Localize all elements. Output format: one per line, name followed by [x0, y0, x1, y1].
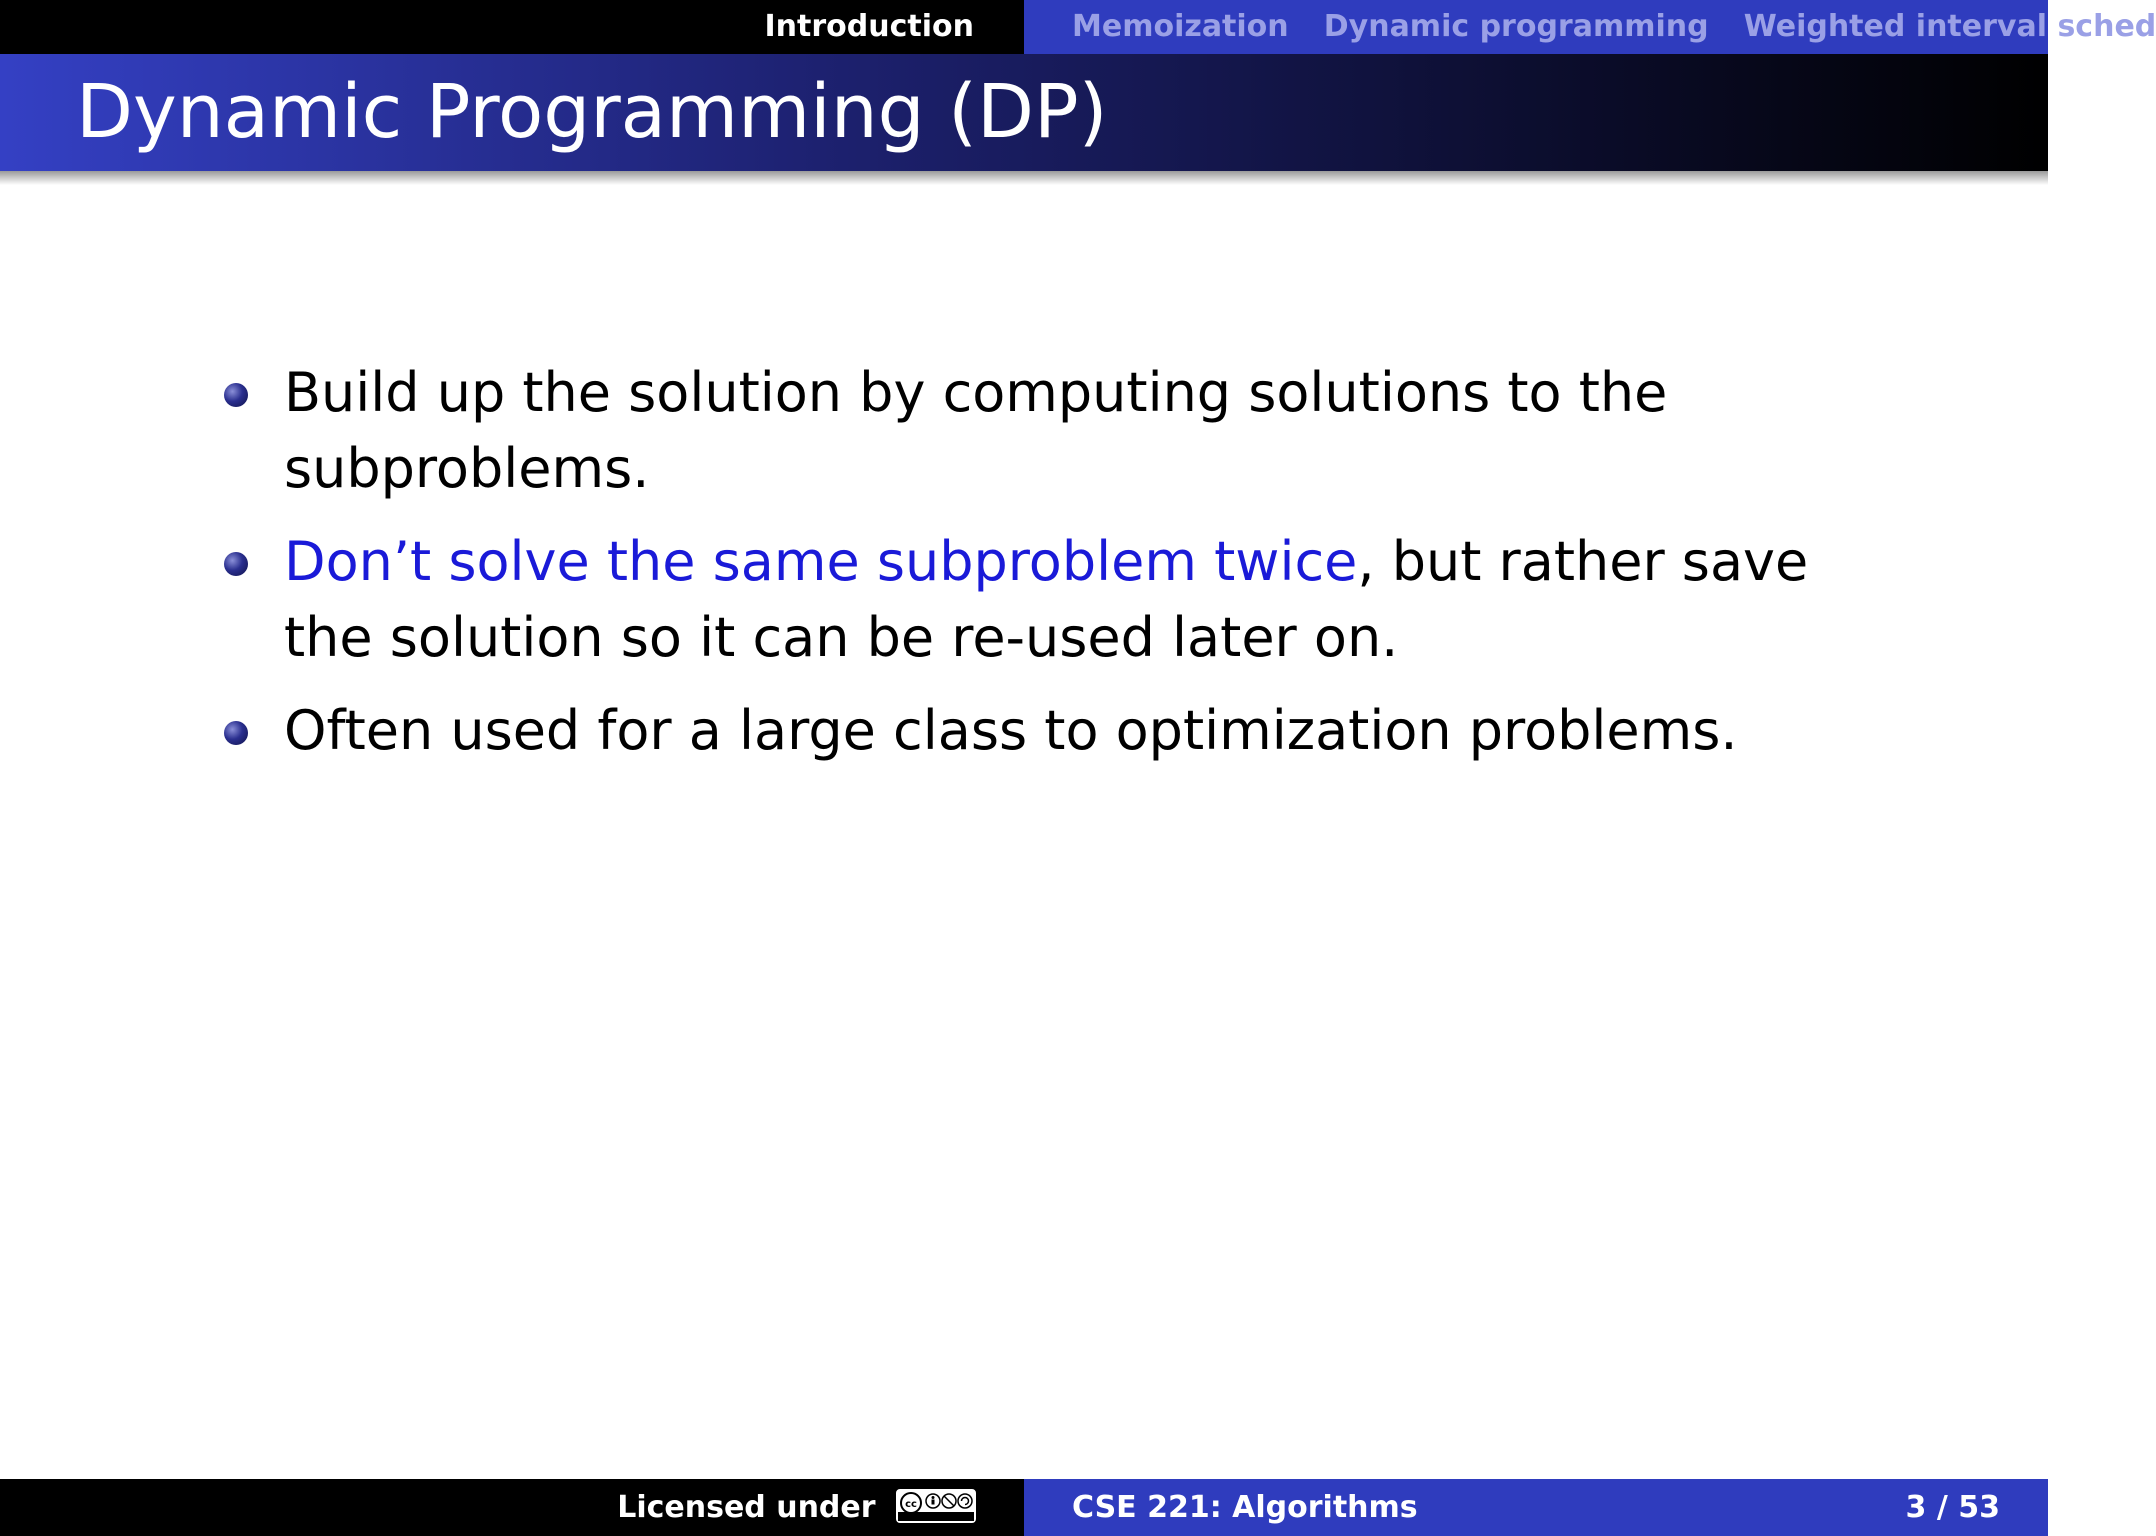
sphere-bullet-icon	[224, 721, 248, 745]
course-title: CSE 221: Algorithms	[1072, 1490, 1418, 1525]
page-separator: /	[1926, 1490, 1959, 1525]
bullet-text: , but rather save the solution so it can be re-used later on.	[284, 530, 1809, 669]
footer-bar	[0, 1479, 2048, 1536]
bullet-list	[220, 355, 1860, 769]
page-current: 3	[1905, 1490, 1927, 1525]
bullet-text: Build up the solution by computing solutions to the subproblems.	[284, 361, 1668, 500]
license-label: Licensed under	[617, 1490, 876, 1525]
bullet-item	[220, 524, 1860, 676]
nav-current-section-panel	[0, 0, 1024, 54]
slide-title: Dynamic Programming (DP)	[76, 69, 1108, 155]
nav-section-memoization[interactable]: Memoization	[1072, 9, 1289, 44]
top-navigation-bar	[0, 0, 2156, 54]
sphere-bullet-icon	[224, 383, 248, 407]
bullet-text: Often used for a large class to optimization problems.	[284, 699, 1738, 762]
svg-text:cc: cc	[905, 1498, 917, 1510]
footer-course-panel	[1024, 1479, 2048, 1536]
nav-section-dynamic-programming[interactable]: Dynamic programming	[1323, 9, 1709, 44]
bullet-item	[220, 355, 1860, 507]
nav-sections-panel	[1024, 0, 2156, 54]
bullet-item	[220, 693, 1860, 769]
slide-title-bar	[0, 54, 2048, 171]
cc-by-nc-sa-icon[interactable]	[896, 1489, 976, 1523]
sphere-bullet-icon	[224, 552, 248, 576]
license-text-group	[617, 1479, 976, 1536]
title-shadow	[0, 171, 2048, 185]
bullet-highlight-text: Don’t solve the same subproblem twice	[284, 530, 1358, 593]
nav-section-weighted-interval[interactable]: Weighted interval sched	[1743, 9, 2156, 44]
slide-content	[220, 355, 1860, 786]
page-number	[1906, 1479, 2000, 1536]
footer-license-panel	[0, 1479, 1024, 1536]
nav-current-section[interactable]: Introduction	[764, 9, 974, 44]
page-total: 53	[1958, 1490, 2000, 1525]
